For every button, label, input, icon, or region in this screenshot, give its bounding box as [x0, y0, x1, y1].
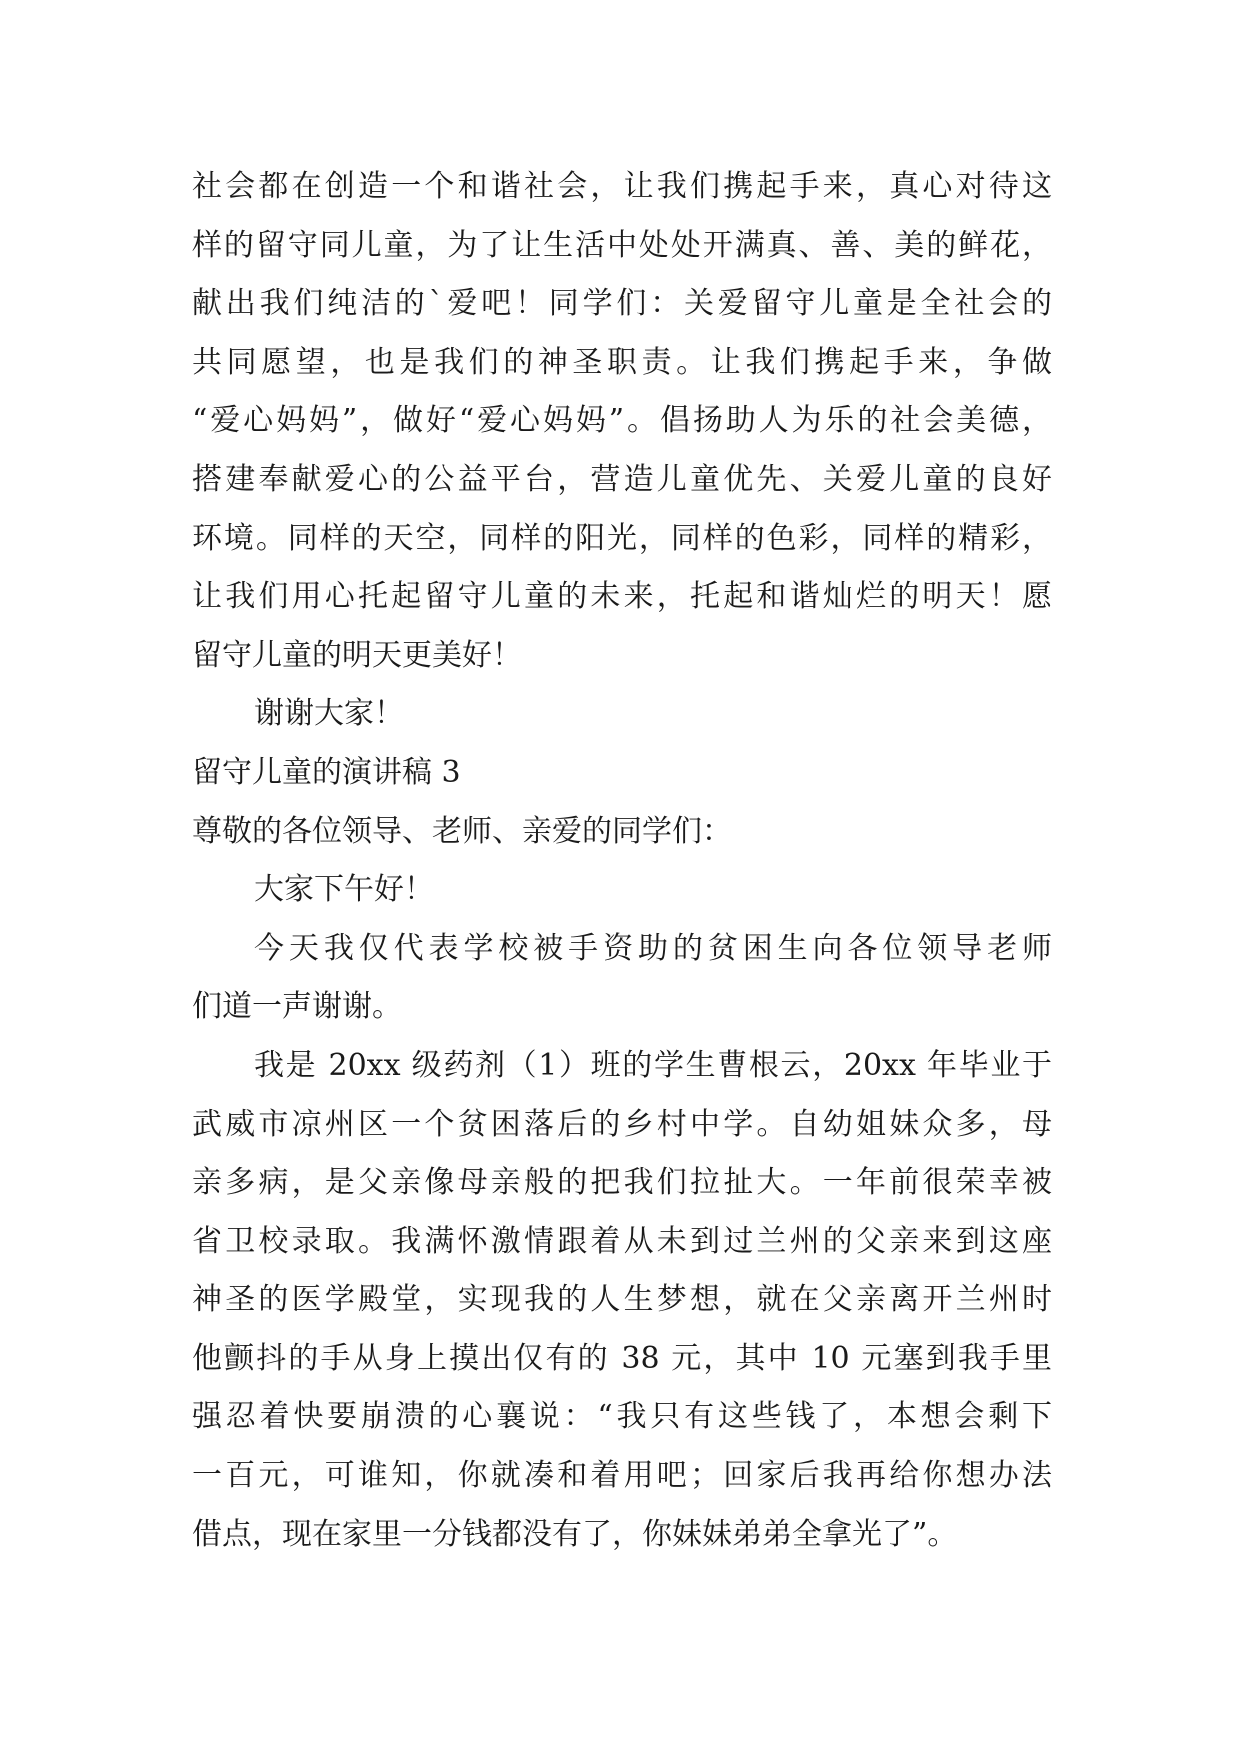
- paragraph-personal-story: [192, 1037, 1052, 1564]
- text-line: 搭建奉献爱心的公益平台，营造儿童优先、关爱儿童的良好: [192, 461, 1052, 497]
- text-line: 社会都在创造一个和谐社会，让我们携起手来，真心对待这: [192, 169, 1052, 204]
- text-line: 让我们用心托起留守儿童的未来，托起和谐灿烂的明天！愿: [192, 579, 1052, 615]
- text-line: 借点，现在家里一分钱都没有了，你妹妹弟弟全拿光了”。: [192, 1516, 958, 1552]
- text-line: 武威市凉州区一个贫困落后的乡村中学。自幼姐妹众多，母: [192, 1106, 1052, 1142]
- text-line: 省卫校录取。我满怀激情跟着从未到过兰州的父亲来到这座: [192, 1223, 1052, 1259]
- document-body: [192, 158, 1052, 1564]
- text-line: 他颤抖的手从身上摸出仅有的 38 元，其中 10 元塞到我手里: [192, 1340, 1052, 1376]
- greeting: 大家下午好！: [254, 872, 434, 908]
- text-line: “爱心妈妈”，做好“爱心妈妈”。倡扬助人为乐的社会美德，: [192, 403, 1052, 439]
- text-line: 留守儿童的明天更美好！: [192, 637, 522, 673]
- thanks-line: 谢谢大家！: [254, 696, 404, 732]
- text-line: 一百元，可谁知，你就凑和着用吧；回家后我再给你想办法: [192, 1458, 1052, 1494]
- salutation: 尊敬的各位领导、老师、亲爱的同学们：: [192, 813, 732, 849]
- text-line: 今天我仅代表学校被手资助的贫困生向各位领导老师: [254, 930, 1052, 966]
- paragraph-gratitude: [192, 920, 1052, 1037]
- text-line: 亲多病，是父亲像母亲般的把我们拉扯大。一年前很荣幸被: [192, 1165, 1052, 1201]
- text-line: 环境。同样的天空，同样的阳光，同样的色彩，同样的精彩，: [192, 520, 1052, 556]
- section-title: 留守儿童的演讲稿 3: [192, 754, 461, 790]
- text-line: 们道一声谢谢。: [192, 989, 402, 1025]
- paragraph-closing-appeal: [192, 158, 1052, 685]
- text-line: 样的留守同儿童，为了让生活中处处开满真、善、美的鲜花，: [192, 227, 1052, 263]
- text-line: 献出我们纯洁的`爱吧！同学们：关爱留守儿童是全社会的: [192, 286, 1052, 322]
- text-line: 神圣的医学殿堂，实现我的人生梦想，就在父亲离开兰州时: [192, 1282, 1052, 1318]
- text-line: 我是 20xx 级药剂（1）班的学生曹根云，20xx 年毕业于: [254, 1047, 1052, 1083]
- text-line: 强忍着快要崩溃的心襄说：“我只有这些钱了，本想会剩下: [192, 1399, 1052, 1435]
- text-line: 共同愿望，也是我们的神圣职责。让我们携起手来，争做: [192, 344, 1052, 380]
